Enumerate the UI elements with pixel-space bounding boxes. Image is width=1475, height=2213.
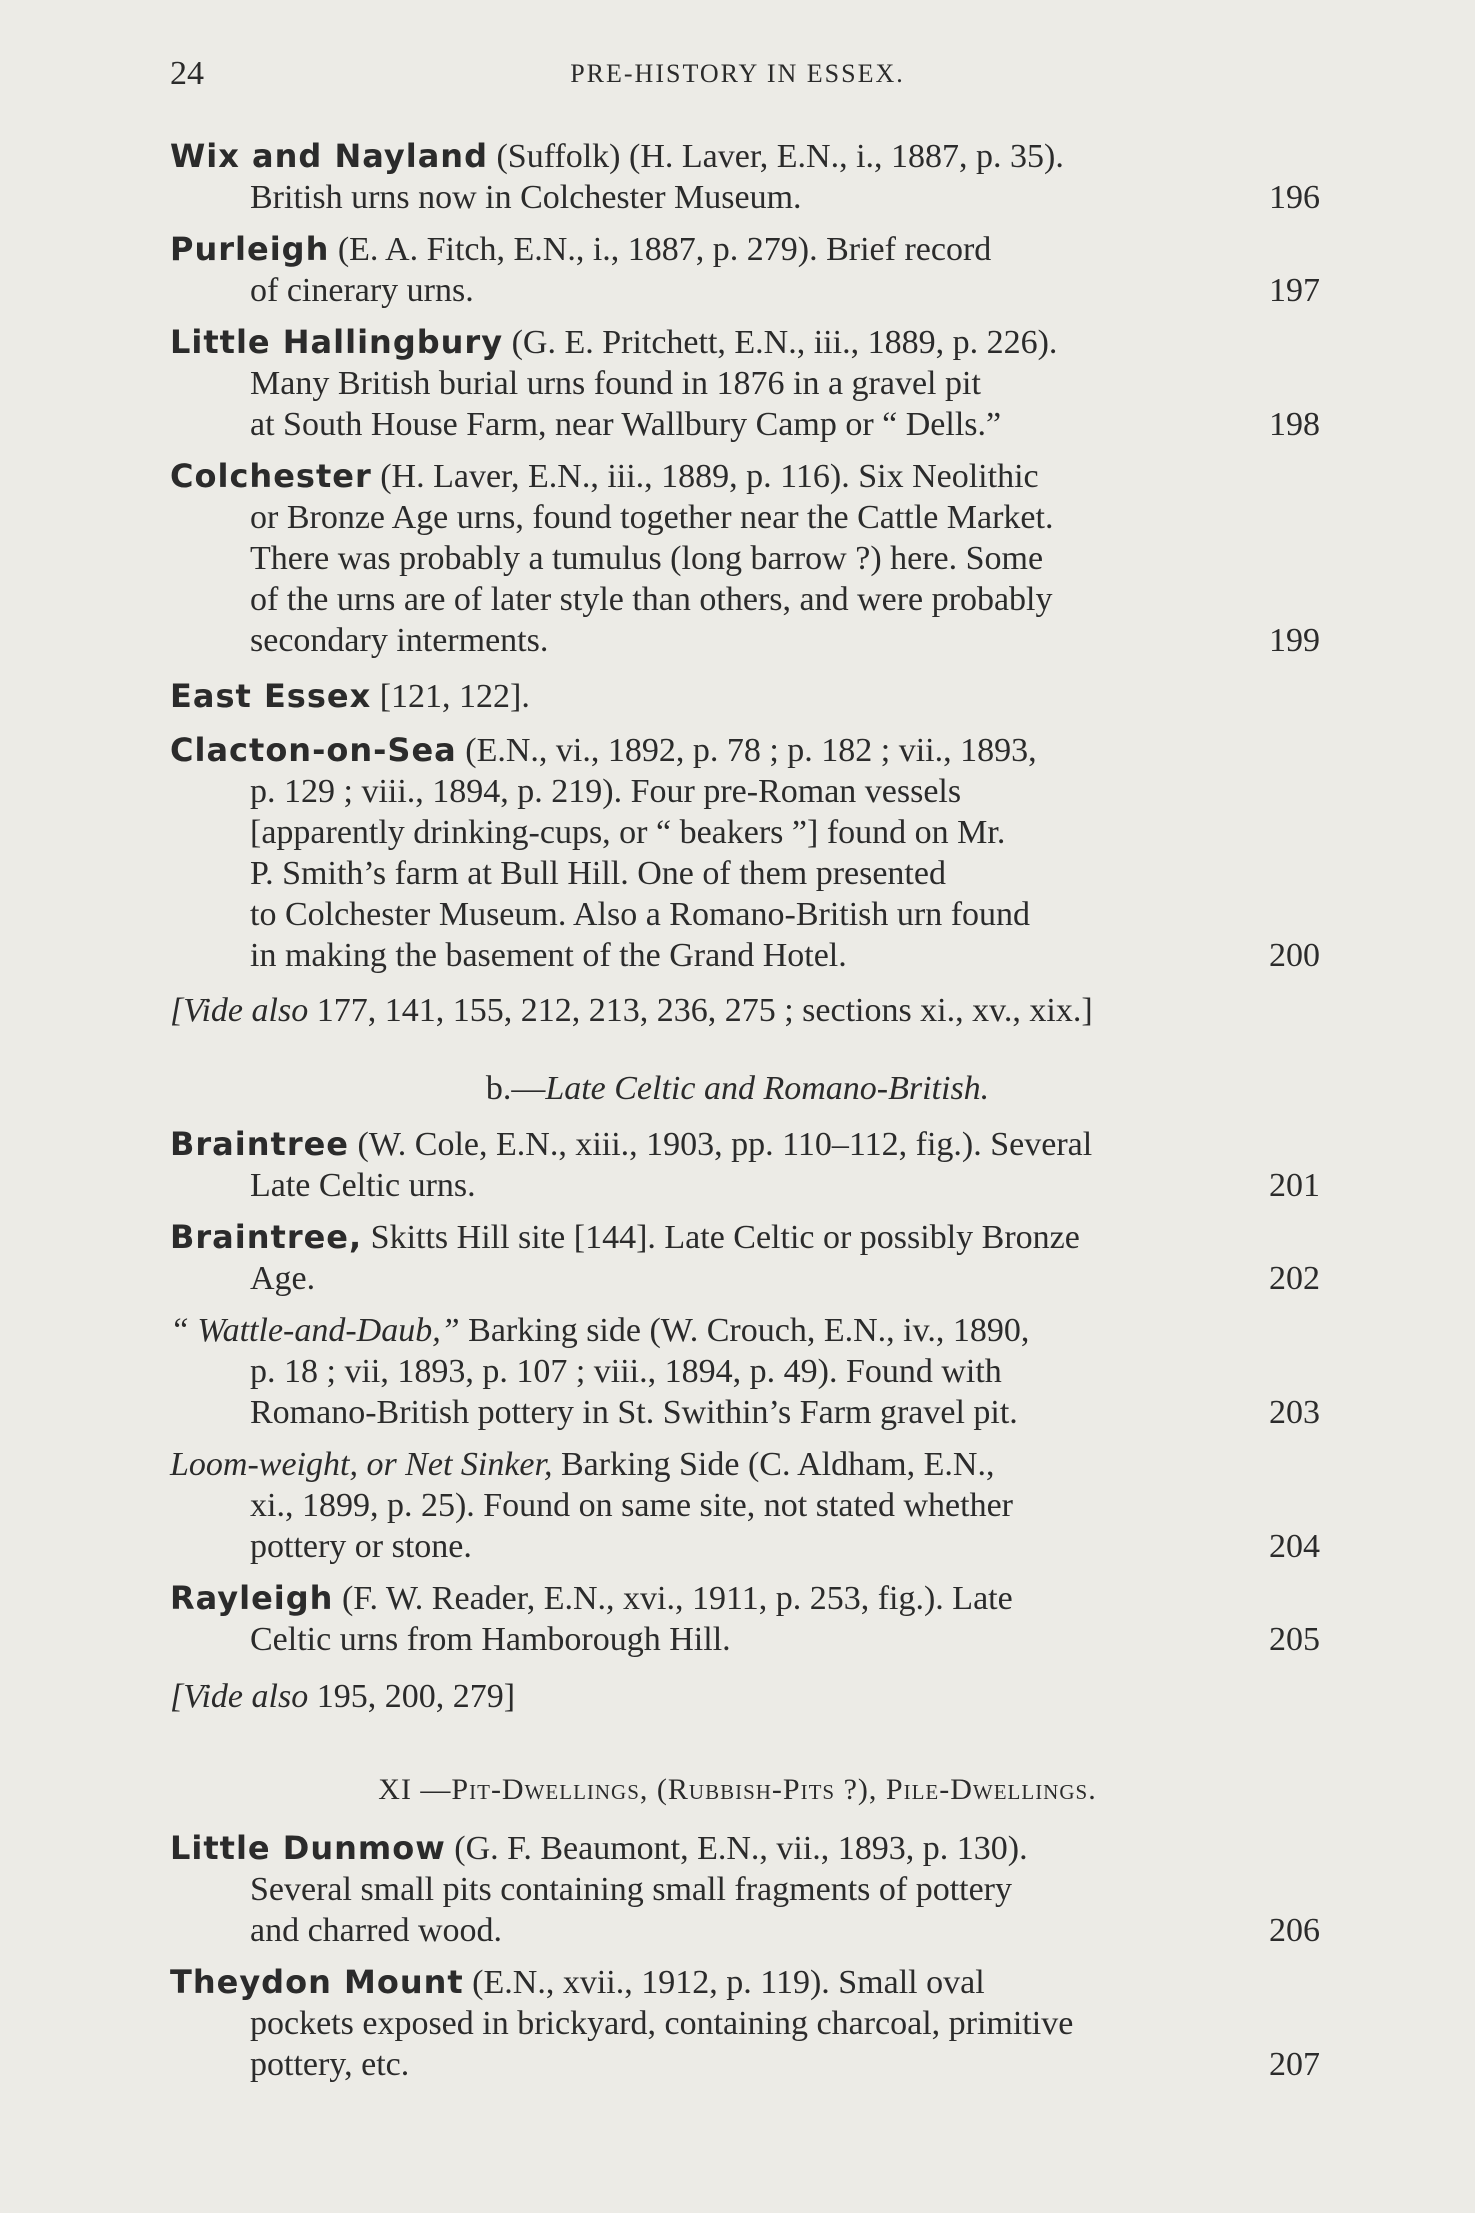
entry-number: 197 bbox=[1269, 272, 1320, 309]
entry-text: Skitts Hill site [144]. Late Celtic or possibly Bronze bbox=[370, 1219, 1080, 1256]
vide-lead: [Vide also bbox=[170, 992, 309, 1029]
entry-text: Barking Side (C. Aldham, E.N., bbox=[560, 1446, 995, 1483]
entry-purleigh bbox=[170, 229, 1320, 311]
entry-heading: Braintree, bbox=[170, 1218, 363, 1256]
entry-number: 205 bbox=[1269, 1621, 1320, 1658]
entry-text: to Colchester Museum. Also a Romano-British urn found bbox=[250, 896, 1031, 933]
vide-refs: 177, 141, 155, 212, 213, 236, 275 ; sections xi., xv., xix.] bbox=[316, 992, 1093, 1029]
entry-text: pockets exposed in brickyard, containing charcoal, primitive bbox=[250, 2005, 1074, 2042]
entry-text: xi., 1899, p. 25). Found on same site, not stated whether bbox=[250, 1487, 1014, 1524]
entry-heading: Colchester bbox=[170, 457, 372, 495]
entry-loom-weight bbox=[170, 1444, 1320, 1567]
running-title: PRE-HISTORY IN ESSEX. bbox=[570, 59, 905, 88]
entry-text: Celtic urns from Hamborough Hill. bbox=[250, 1621, 731, 1658]
entry-number: 206 bbox=[1269, 1912, 1320, 1949]
entry-text: (Suffolk) (H. Laver, E.N., i., 1887, p. 35). bbox=[496, 138, 1064, 175]
entry-heading: Theydon Mount bbox=[170, 1963, 464, 2001]
entry-text: [121, 122]. bbox=[379, 678, 530, 715]
entry-text: Several small pits containing small fragments of pottery bbox=[250, 1871, 1012, 1908]
page-number: 24 bbox=[170, 55, 204, 92]
entry-rayleigh bbox=[170, 1578, 1320, 1660]
entry-number: 196 bbox=[1269, 179, 1320, 216]
entry-colchester bbox=[170, 456, 1320, 661]
entry-east-essex bbox=[170, 676, 1320, 717]
entry-braintree bbox=[170, 1124, 1320, 1206]
entry-heading: Little Hallingbury bbox=[170, 323, 504, 361]
entry-little-hallingbury bbox=[170, 322, 1320, 445]
entry-text: of the urns are of later style than others, and were probably bbox=[250, 581, 1053, 618]
entry-wattle-and-daub bbox=[170, 1310, 1320, 1433]
entry-text: (H. Laver, E.N., iii., 1889, p. 116). Six Neolithic bbox=[380, 458, 1039, 495]
entry-heading: Rayleigh bbox=[170, 1579, 334, 1617]
entry-text: secondary interments. bbox=[250, 622, 549, 659]
subsection-title: Late Celtic and Romano-British. bbox=[545, 1070, 990, 1107]
entry-number: 203 bbox=[1269, 1394, 1320, 1431]
entry-number: 199 bbox=[1269, 622, 1320, 659]
entry-heading: Wix and Nayland bbox=[170, 137, 488, 175]
entry-clacton-on-sea bbox=[170, 730, 1320, 976]
entry-theydon-mount bbox=[170, 1962, 1320, 2085]
entry-heading: “ Wattle-and-Daub,” bbox=[170, 1312, 460, 1349]
entry-text: and charred wood. bbox=[250, 1912, 503, 1949]
subsection-b-heading bbox=[0, 1070, 1475, 1108]
entry-little-dunmow bbox=[170, 1828, 1320, 1951]
entry-text: in making the basement of the Grand Hotel. bbox=[250, 937, 847, 974]
running-head bbox=[0, 55, 1475, 105]
entry-braintree-skitts-hill bbox=[170, 1217, 1320, 1299]
entry-text: There was probably a tumulus (long barrow ?) here. Some bbox=[250, 540, 1044, 577]
entry-number: 204 bbox=[1269, 1528, 1320, 1565]
entry-text: (G. E. Pritchett, E.N., iii., 1889, p. 226). bbox=[511, 324, 1058, 361]
entry-text: (W. Cole, E.N., xiii., 1903, pp. 110–112, fig.). Several bbox=[357, 1126, 1093, 1163]
section-xi-title: XI —Pit-Dwellings, (Rubbish-Pits ?), Pile-Dwellings. bbox=[378, 1773, 1097, 1806]
entry-heading: Loom-weight, or Net Sinker, bbox=[170, 1446, 553, 1483]
entry-text: at South House Farm, near Wallbury Camp or “ Dells.” bbox=[250, 406, 1002, 443]
entry-text: (G. F. Beaumont, E.N., vii., 1893, p. 130). bbox=[454, 1830, 1028, 1867]
vide-also-a bbox=[170, 990, 1320, 1031]
entry-text: (E. A. Fitch, E.N., i., 1887, p. 279). Brief record bbox=[337, 231, 992, 268]
entry-number: 207 bbox=[1269, 2046, 1320, 2083]
entry-text: of cinerary urns. bbox=[250, 272, 474, 309]
entry-number: 200 bbox=[1269, 937, 1320, 974]
entry-text: pottery or stone. bbox=[250, 1528, 472, 1565]
vide-also-b bbox=[170, 1676, 1320, 1717]
entry-text: Barking side (W. Crouch, E.N., iv., 1890, bbox=[468, 1312, 1030, 1349]
entry-heading: East Essex bbox=[170, 677, 372, 715]
entry-text: British urns now in Colchester Museum. bbox=[250, 179, 802, 216]
entry-heading: Little Dunmow bbox=[170, 1829, 446, 1867]
entry-text: p. 129 ; viii., 1894, p. 219). Four pre-Roman vessels bbox=[250, 773, 962, 810]
entry-heading: Clacton-on-Sea bbox=[170, 731, 457, 769]
entry-text: (E.N., xvii., 1912, p. 119). Small oval bbox=[472, 1964, 985, 2001]
subsection-prefix: b.— bbox=[485, 1070, 546, 1107]
entry-text: P. Smith’s farm at Bull Hill. One of them presented bbox=[250, 855, 946, 892]
entry-text: (E.N., vi., 1892, p. 78 ; p. 182 ; vii., 1893, bbox=[465, 732, 1037, 769]
vide-lead: [Vide also bbox=[170, 1678, 309, 1715]
entry-text: or Bronze Age urns, found together near the Cattle Market. bbox=[250, 499, 1054, 536]
entry-text: Late Celtic urns. bbox=[250, 1167, 476, 1204]
entry-wix-and-nayland bbox=[170, 136, 1320, 218]
entry-number: 202 bbox=[1269, 1260, 1320, 1297]
vide-refs: 195, 200, 279] bbox=[316, 1678, 516, 1715]
entry-text: Romano-British pottery in St. Swithin’s Farm gravel pit. bbox=[250, 1394, 1018, 1431]
entry-text: (F. W. Reader, E.N., xvi., 1911, p. 253, fig.). Late bbox=[341, 1580, 1013, 1617]
entry-number: 201 bbox=[1269, 1167, 1320, 1204]
entry-heading: Purleigh bbox=[170, 230, 330, 268]
entry-text: Many British burial urns found in 1876 in a gravel pit bbox=[250, 365, 981, 402]
entry-text: [apparently drinking-cups, or “ beakers ”] found on Mr. bbox=[250, 814, 1006, 851]
entry-number: 198 bbox=[1269, 406, 1320, 443]
entry-text: Age. bbox=[250, 1260, 316, 1297]
entry-text: pottery, etc. bbox=[250, 2046, 410, 2083]
entry-heading: Braintree bbox=[170, 1125, 349, 1163]
entry-text: p. 18 ; vii, 1893, p. 107 ; viii., 1894, p. 49). Found with bbox=[250, 1353, 1002, 1390]
